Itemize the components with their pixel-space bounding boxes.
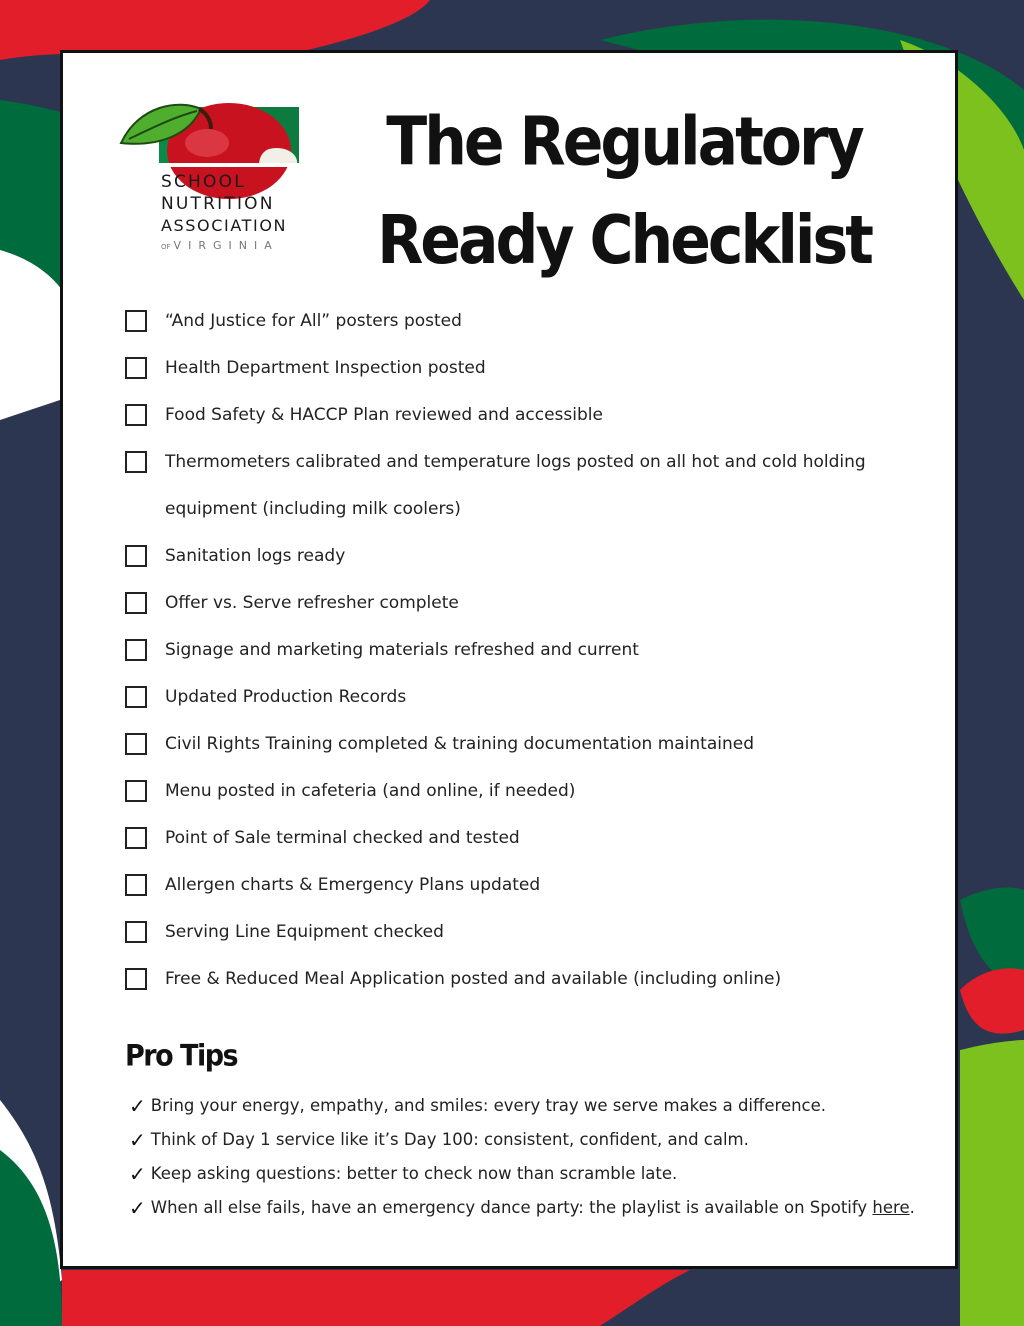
checklist-item: [125, 345, 925, 392]
checkbox[interactable]: [125, 357, 147, 379]
check-icon: ✓: [129, 1196, 146, 1220]
checkbox[interactable]: [125, 592, 147, 614]
checklist-item-label: “And Justice for All” posters posted: [165, 311, 462, 331]
logo-line-nutrition: NUTRITION: [161, 194, 275, 214]
pro-tip-text: When all else fails, have an emergency dance party: the playlist is available on Spotify: [150, 1198, 868, 1217]
checkbox[interactable]: [125, 451, 147, 473]
checklist-item: [125, 298, 925, 345]
checklist-item: [125, 580, 925, 627]
checkbox[interactable]: [125, 827, 147, 849]
checkbox[interactable]: [125, 404, 147, 426]
checklist-item: [125, 768, 925, 815]
checklist-item: [125, 862, 925, 909]
checkbox[interactable]: [125, 310, 147, 332]
checklist-item-label: Offer vs. Serve refresher complete: [165, 593, 459, 613]
check-icon: ✓: [129, 1128, 146, 1152]
checklist: [125, 298, 925, 1003]
checklist-item: [125, 533, 925, 580]
logo-state: [161, 239, 311, 254]
checkbox[interactable]: [125, 780, 147, 802]
checklist-item: [125, 909, 925, 956]
checklist-item-label: Menu posted in cafeteria (and online, if needed): [165, 781, 576, 801]
checklist-item-label: Free & Reduced Meal Application posted and available (including online): [165, 969, 782, 989]
checklist-item-label: Sanitation logs ready: [165, 546, 346, 566]
logo-state-name: VIRGINIA: [173, 239, 279, 252]
checklist-item-label: Serving Line Equipment checked: [165, 922, 444, 942]
checklist-item: [125, 721, 925, 768]
pro-tip-item: [129, 1157, 929, 1191]
pro-tip-text: Keep asking questions: better to check now than scramble late.: [150, 1164, 678, 1183]
pro-tip-item: [129, 1123, 929, 1157]
checklist-item: [125, 439, 925, 533]
checklist-card: [60, 50, 958, 1269]
page-title: The Regulatory Ready Checklist: [377, 103, 871, 281]
checklist-item: [125, 392, 925, 439]
checklist-item: [125, 674, 925, 721]
logo-wordmark: [161, 171, 311, 254]
checklist-item-label: Thermometers calibrated and temperature logs posted on all hot and cold holding equipment (including milk coolers): [165, 452, 866, 519]
checkbox[interactable]: [125, 733, 147, 755]
pro-tip-item: [129, 1191, 929, 1225]
logo-of: OF: [161, 243, 171, 251]
logo-line-association: ASSOCIATION: [161, 216, 288, 235]
checklist-item-label: Updated Production Records: [165, 687, 407, 707]
pro-tip-end: .: [909, 1198, 915, 1217]
checklist-item: [125, 815, 925, 862]
checklist-item-label: Health Department Inspection posted: [165, 358, 486, 378]
checkbox[interactable]: [125, 874, 147, 896]
checkbox[interactable]: [125, 639, 147, 661]
checklist-item-label: Signage and marketing materials refreshed and current: [165, 640, 639, 660]
checklist-item-label: Point of Sale terminal checked and tested: [165, 828, 520, 848]
check-icon: ✓: [129, 1162, 146, 1186]
checkbox[interactable]: [125, 686, 147, 708]
logo-line-school: SCHOOL: [161, 172, 246, 192]
checklist-item: [125, 956, 925, 1003]
checkbox[interactable]: [125, 545, 147, 567]
spotify-playlist-link[interactable]: here: [872, 1198, 910, 1217]
checkbox[interactable]: [125, 968, 147, 990]
checkbox[interactable]: [125, 921, 147, 943]
checklist-item-label: Allergen charts & Emergency Plans updated: [165, 875, 541, 895]
checklist-item-label: Food Safety & HACCP Plan reviewed and accessible: [165, 405, 603, 425]
checklist-item-label: Civil Rights Training completed & training documentation maintained: [165, 734, 754, 754]
pro-tip-text: Bring your energy, empathy, and smiles: every tray we serve makes a difference.: [150, 1096, 827, 1115]
check-icon: ✓: [129, 1094, 146, 1118]
pro-tips-heading: Pro Tips: [125, 1039, 238, 1074]
pro-tip-item: [129, 1089, 929, 1123]
pro-tips-list: [129, 1089, 929, 1225]
checklist-item: [125, 627, 925, 674]
pro-tip-text: Think of Day 1 service like it’s Day 100: consistent, confident, and calm.: [150, 1130, 749, 1149]
